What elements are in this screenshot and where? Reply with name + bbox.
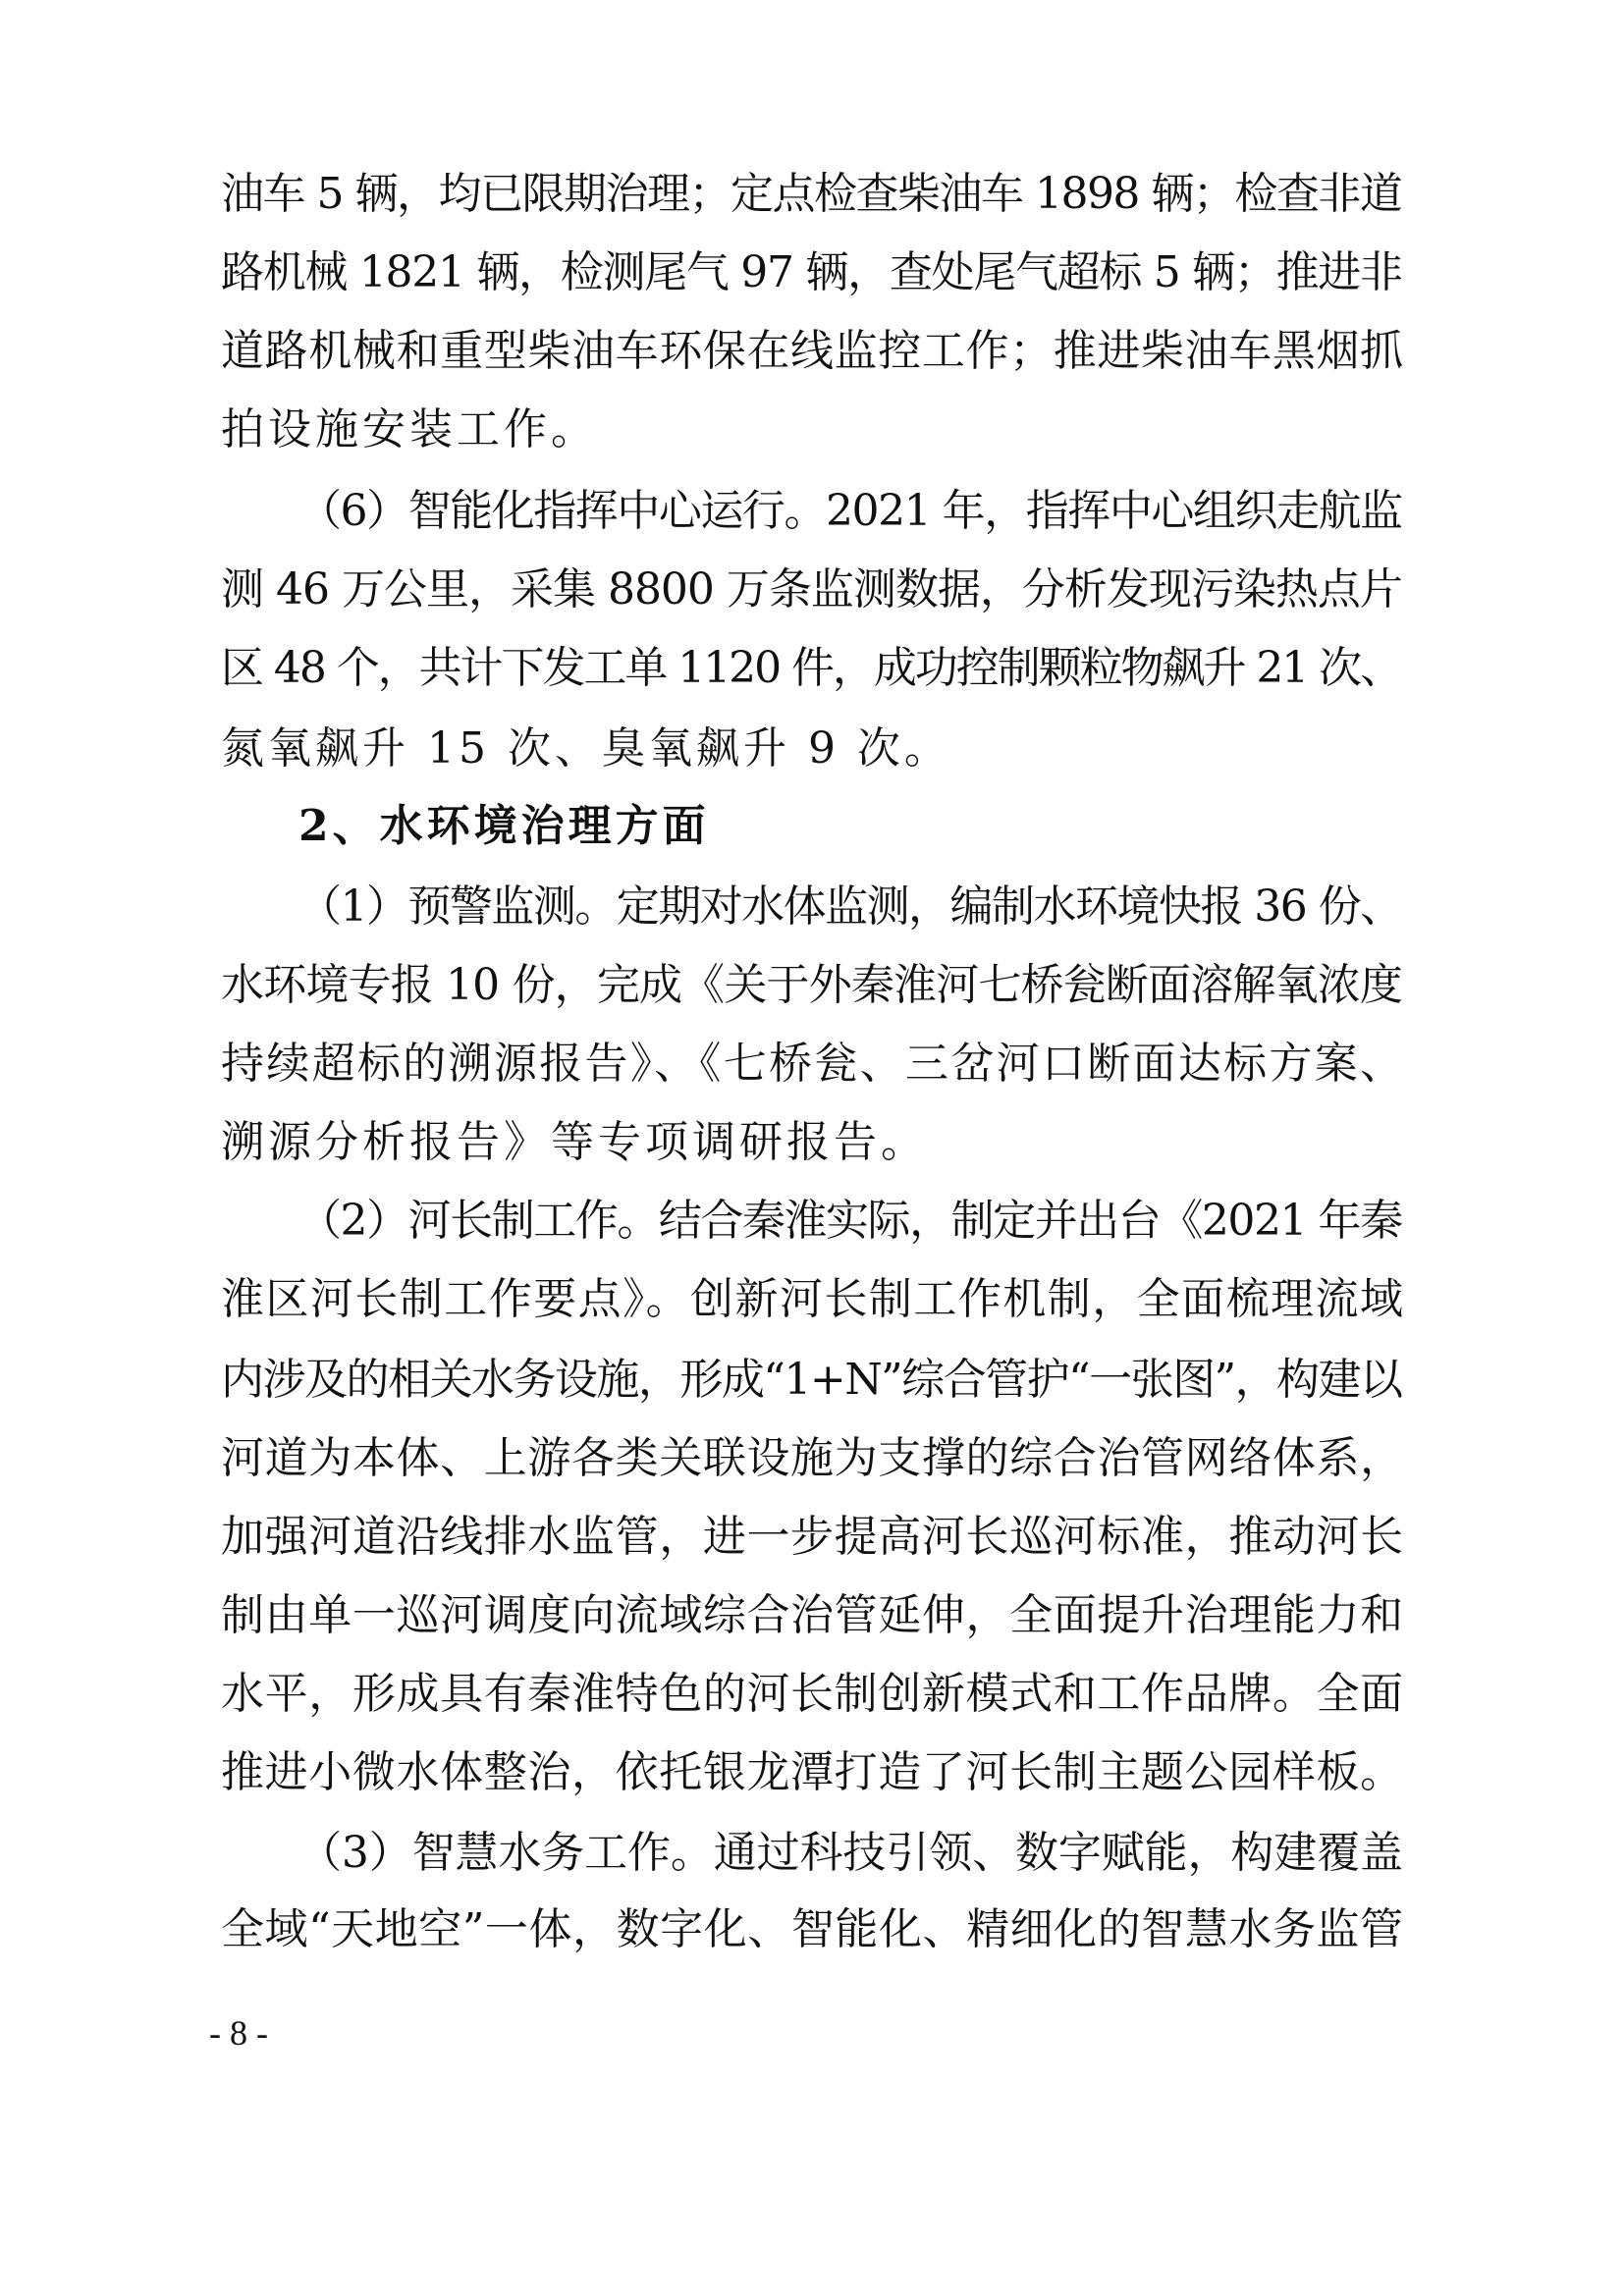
text-line: 河道为本体、上游各类关联设施为支撑的综合治管网络体系， [221, 1433, 1404, 1483]
text-line: 路机械 1821 辆，检测尾气 97 辆，查处尾气超标 5 辆；推进非 [221, 247, 1402, 297]
text-line: 溯源分析报告》等专项调研报告。 [221, 1117, 928, 1167]
text-line: 拍设施安装工作。 [221, 404, 598, 454]
text-line: （6）智能化指挥中心运行。2021 年，指挥中心组织走航监 [298, 486, 1402, 536]
text-line: 加强河道沿线排水监管，进一步提高河长巡河标准，推动河长 [221, 1512, 1404, 1562]
text-line: 水平，形成具有秦淮特色的河长制创新模式和工作品牌。全面 [221, 1669, 1404, 1719]
section-heading: 2、水环境治理方面 [298, 801, 710, 851]
text-line: 淮区河长制工作要点》。创新河长制工作机制，全面梳理流域 [221, 1274, 1405, 1324]
text-line: 制由单一巡河调度向流域综合治管延伸，全面提升治理能力和 [221, 1590, 1404, 1640]
text-line: 水环境专报 10 份，完成《关于外秦淮河七桥瓮断面溶解氧浓度 [221, 960, 1403, 1010]
text-line: 全域“天地空”一体，数字化、智能化、精细化的智慧水务监管 [221, 1904, 1404, 1954]
text-line: （1）预警监测。定期对水体监测，编制水环境快报 36 份、 [298, 881, 1402, 932]
text-line: 内涉及的相关水务设施，形成“1+N”综合管护“一张图”，构建以 [221, 1355, 1402, 1405]
text-line: 区 48 个，共计下发工单 1120 件，成功控制颗粒物飙升 21 次、 [221, 643, 1402, 693]
text-line: 道路机械和重型柴油车环保在线监控工作；推进柴油车黑烟抓 [221, 326, 1404, 376]
text-line: （2）河长制工作。结合秦淮实际，制定并出台《2021 年秦 [298, 1196, 1402, 1246]
page-number: - 8 - [209, 2013, 268, 2053]
text-line: 推进小微水体整治，依托银龙潭打造了河长制主题公园样板。 [221, 1747, 1404, 1797]
text-line: （3）智慧水务工作。通过科技引领、数字赋能，构建覆盖 [298, 1828, 1403, 1878]
text-line: 测 46 万公里，采集 8800 万条监测数据，分析发现污染热点片 [221, 564, 1402, 614]
text-line: 持续超标的溯源报告》、《七桥瓮、三岔河口断面达标方案、 [221, 1039, 1406, 1089]
text-line: 氮氧飙升 15 次、臭氧飙升 9 次。 [221, 723, 951, 774]
text-line: 油车 5 辆，均已限期治理；定点检查柴油车 1898 辆；检查非道 [221, 169, 1402, 219]
